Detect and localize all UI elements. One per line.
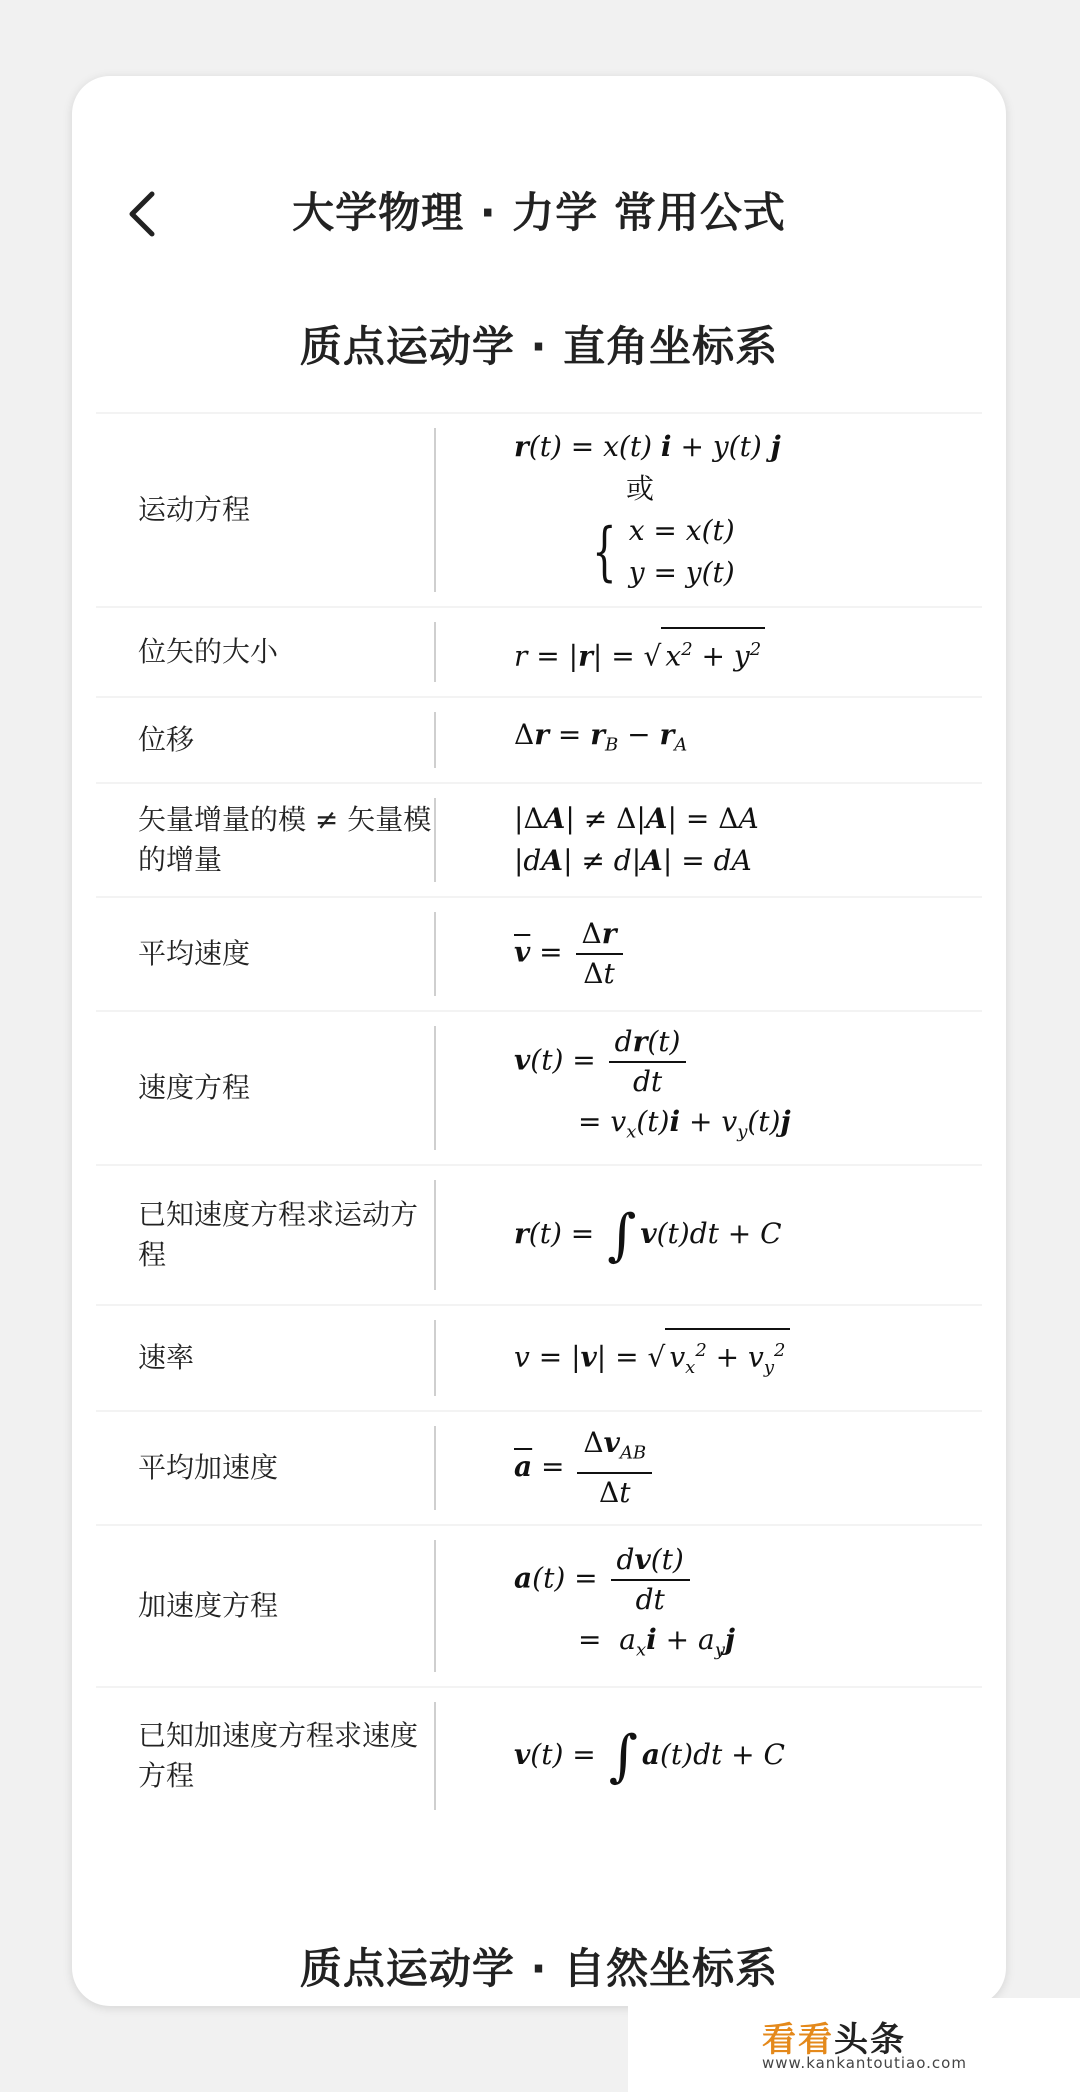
watermark-logo: 看看头条 xyxy=(762,2020,906,2060)
formula-table xyxy=(96,412,982,1824)
table-row xyxy=(96,606,982,696)
row-label: 平均速度 xyxy=(138,937,251,970)
row-label: 已知速度方程求运动方程 xyxy=(138,1198,419,1271)
formula-cell: v(t) = $\frac{dr(t)}{dt}$ = $v_x(t)i + v_y(t)j$ xyxy=(514,1024,791,1143)
formula-cell: |ΔA| ≠ Δ|A| = ΔA |dA| ≠ d|A| = dA xyxy=(514,802,759,877)
table-row xyxy=(96,1164,982,1304)
formula-cell: r(t) = x(t) i + y(t) j 或 { x = x(t) y = y(t) xyxy=(436,426,982,594)
section-title-cartesian: 质点运动学 · 直角坐标系 xyxy=(299,322,779,371)
table-row xyxy=(96,1410,982,1524)
or-text: 或 xyxy=(626,472,655,505)
section-title-natural: 质点运动学 · 自然坐标系 xyxy=(299,1944,779,1993)
formula-cell: v(t) = ∫ a(t)dt + C xyxy=(514,1723,785,1789)
table-row xyxy=(96,782,982,896)
row-label: 速度方程 xyxy=(138,1071,251,1104)
table-row xyxy=(96,696,982,782)
table-row xyxy=(96,412,982,606)
table-row xyxy=(96,1304,982,1410)
table-row xyxy=(96,1686,982,1824)
formula-cell: r = |r| = √ $x^2 + y^2$ xyxy=(436,627,982,677)
formula-card xyxy=(72,76,1006,2006)
row-label: 平均加速度 xyxy=(138,1451,279,1484)
page-title: 大学物理 · 力学 常用公式 xyxy=(292,188,786,237)
row-label: 速率 xyxy=(138,1341,195,1374)
formula-cell: $\overline{a}$ = $\frac{\Delta v_{AB}}{\Delta t}$ xyxy=(436,1424,982,1513)
formula-cell: a(t) = $\frac{dv(t)}{dt}$ = $a_xi + a_yj$ xyxy=(514,1542,736,1661)
row-label: 矢量增量的模 ≠ 矢量模的增量 xyxy=(138,803,432,876)
formula-cell: r(t) = ∫ v(t)dt + C xyxy=(514,1202,782,1268)
table-row xyxy=(96,1524,982,1686)
row-label: 已知加速度方程求速度方程 xyxy=(138,1719,419,1792)
row-label: 运动方程 xyxy=(138,493,251,526)
formula-cell: v = |v| = √ $v_x^2 + v_y^2$ xyxy=(436,1328,982,1389)
row-label: 加速度方程 xyxy=(138,1589,279,1622)
table-row xyxy=(96,896,982,1010)
row-label: 位矢的大小 xyxy=(138,635,279,668)
table-row xyxy=(96,1010,982,1164)
watermark xyxy=(628,1998,1080,2092)
row-label: 位移 xyxy=(138,723,195,756)
formula-cell: $\overline{v}$ = $\frac{\Delta r}{\Delta t}$ xyxy=(436,915,982,993)
formula-cell: $\Delta r = r_B - r_A$ xyxy=(514,717,688,756)
watermark-url: www.kankantoutiao.com xyxy=(762,2054,967,2072)
